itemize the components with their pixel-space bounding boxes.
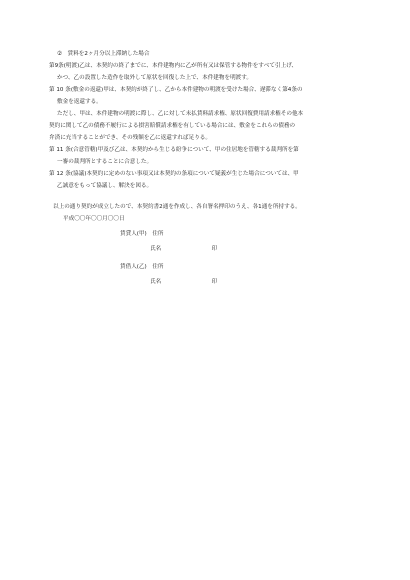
clause-8-item-2: ② 賃料を2ヶ月分以上滞納した場合 <box>57 51 150 57</box>
article-10-proviso-line-2: 契約に関して乙の債務不履行による損害賠償請求権を有している場合には、敷金をこれらの債務の <box>49 123 296 129</box>
contract-date: 平成〇〇年〇〇月〇〇日 <box>63 216 125 222</box>
article-9-line-1: 第9条(明渡)乙は、本契約の終了までに、本件建物内に乙が所有又は保管する物件をすべて引上げ、 <box>49 63 298 69</box>
article-10-proviso-line-1: ただし、甲は、本件建物の明渡に際し、乙に対して未払賃料請求権、原状回復費用請求権その他本 <box>57 111 304 117</box>
lessor-address-label: 賃貸人(甲) 住所 <box>120 231 164 237</box>
article-11-line-2: 一審の裁判所とすることに合意した。 <box>57 159 153 165</box>
article-10-proviso-line-3: 弁済に充当することができ、その残額を乙に返還すれば足りる。 <box>49 135 211 141</box>
article-9-line-2: かつ、乙の設置した造作を取外して原状を回復した上で、本件建物を明渡す。 <box>57 75 252 81</box>
article-12-line-1: 第 12 条(協議)本契約に定めのない事項又は本契約の条項について疑義が生じた場合については、甲 <box>49 171 299 177</box>
lessee-name-seal: 氏名 印 <box>150 279 218 285</box>
article-10-line-2: 敷金を返還する。 <box>57 99 102 105</box>
article-12-line-2: 乙誠意をもって協議し、解決を図る。 <box>57 183 153 189</box>
lessor-name-seal: 氏名 印 <box>150 246 218 252</box>
article-10-line-1: 第 10 条(敷金の返還)甲は、本契約が終了し、乙から本件建物の明渡を受けた場合、遅滞なく第4条の <box>49 87 303 93</box>
article-11-line-1: 第 11 条(合意管轄)甲及び乙は、本契約から生じる紛争について、甲の住居地を管轄する裁判所を第 <box>49 147 299 153</box>
lessee-address-label: 賃借人(乙) 住所 <box>120 264 164 270</box>
closing-statement: 以上の通り契約が成立したので、本契約書2通を作成し、各自署名押印のうえ、各1通を所持する。 <box>53 204 301 210</box>
